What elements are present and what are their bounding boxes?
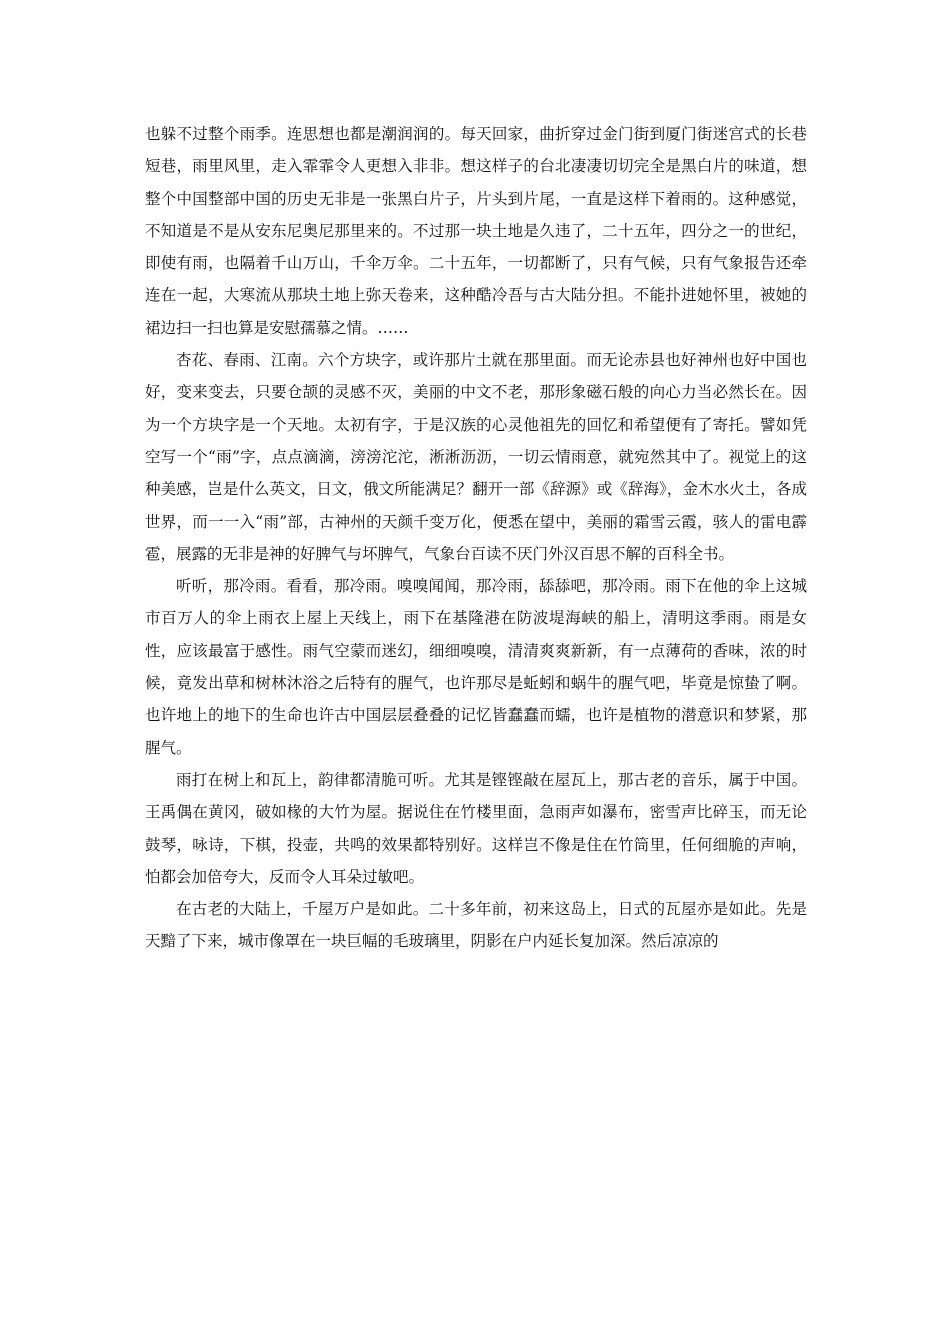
paragraph-2: 杏花、春雨、江南。六个方块字，或许那片土就在那里面。而无论赤县也好神州也好中国也好，变来变去，只要仓颉的灵感不灭，美丽的中文不老，那形象磁石般的向心力当必然长在。因为一个方块字是一个天地。太初有字，于是汉族的心灵他祖先的回忆和希望便有了寄托。譬如凭空写一个“雨”字，点点滴滴，滂滂沱沱，淅淅沥沥，一切云情雨意，就宛然其中了。视觉上的这种美感，岂是什么英文，日文，俄文所能满足？翻开一部《辞源》或《辞海》，金木水火土，各成世界，而一一入“雨”部，古神州的天颜千变万化，便悉在望中，美丽的霜雪云霞，骇人的雷电霹雹，展露的无非是神的好脾气与坏脾气，气象台百读不厌门外汉百思不解的百科全书。 [145, 351, 807, 563]
paragraph-4: 雨打在树上和瓦上，韵律都清脆可听。尤其是铿铿敲在屋瓦上，那古老的音乐，属于中国。王禹偶在黄冈，破如椽的大竹为屋。据说住在竹楼里面，急雨声如瀑布，密雪声比碎玉，而无论鼓琴，咏诗，下棋，投壶，共鸣的效果都特别好。这样岂不像是住在竹筒里，任何细脆的声响，怕都会加倍夸大，反而令人耳朵过敏吧。 [145, 770, 807, 886]
paragraph-1: 也躲不过整个雨季。连思想也都是潮润润的。每天回家，曲折穿过金门街到厦门街迷宫式的长巷短巷，雨里风里，走入霏霏令人更想入非非。想这样子的台北凄凄切切完全是黑白片的味道，想整个中国整部中国的历史无非是一张黑白片子，片头到片尾，一直是这样下着雨的。这种感觉，不知道是不是从安东尼奥尼那里来的。不过那一块土地是久违了，二十五年，四分之一的世纪，即使有雨，也隔着千山万山，千伞万伞。二十五年，一切都断了，只有气候，只有气象报告还牵连在一起，大寒流从那块土地上弥天卷来，这种酷冷吾与古大陆分担。不能扑进她怀里，被她的裙边扫一扫也算是安慰孺慕之情。…… [145, 125, 807, 337]
paragraph-3: 听听，那冷雨。看看，那冷雨。嗅嗅闻闻，那冷雨，舔舔吧，那冷雨。雨下在他的伞上这城市百万人的伞上雨衣上屋上天线上，雨下在基隆港在防波堤海峡的船上，清明这季雨。雨是女性，应该最富于感性。雨气空蒙而迷幻，细细嗅嗅，清清爽爽新新，有一点薄荷的香味，浓的时候，竟发出草和树林沐浴之后特有的腥气，也许那尽是蚯蚓和蜗牛的腥气吧，毕竟是惊蛰了啊。也许地上的地下的生命也许古中国层层叠叠的记忆皆蠢蠢而蠕，也许是植物的潜意识和梦紧，那腥气。 [145, 577, 807, 757]
document-page [145, 118, 807, 958]
paragraph-5: 在古老的大陆上，千屋万户是如此。二十多年前，初来这岛上，日式的瓦屋亦是如此。先是天黯了下来，城市像罩在一块巨幅的毛玻璃里，阴影在户内延长复加深。然后凉凉的 [145, 900, 807, 951]
